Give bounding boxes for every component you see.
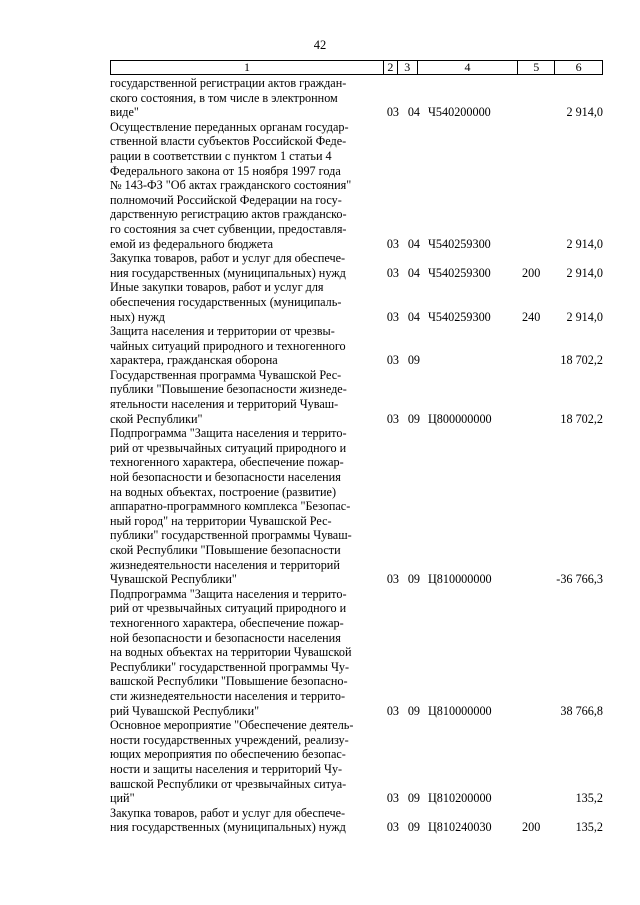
- table-row: [110, 368, 603, 426]
- row-amount: -36 766,3: [556, 572, 603, 587]
- row-target-article: Ц810200000: [428, 791, 492, 806]
- row-subsection: 04: [407, 309, 420, 324]
- header-col-6: 6: [554, 61, 602, 74]
- row-description: государственной регистрации актов граждан- ского состояния, в том числе в электронном виде": [110, 76, 347, 120]
- table-row: [110, 251, 603, 280]
- row-description: Иные закупки товаров, работ и услуг для обеспечения государственных (муниципаль- ных) нужд: [110, 280, 342, 324]
- page-number: 42: [313, 38, 327, 52]
- row-target-article: Ч540259300: [428, 309, 491, 324]
- row-description: Закупка товаров, работ и услуг для обеспече- ния государственных (муниципальных) нужд: [110, 251, 346, 280]
- table-row: [110, 426, 603, 587]
- row-amount: 18 702,2: [560, 411, 603, 426]
- row-section: 03: [386, 236, 399, 251]
- table-row: [110, 806, 603, 835]
- row-description: Государственная программа Чувашской Рес- публики "Повышение безопасности жизнеде- ятельности населения и территорий Чуваш- ской Республики": [110, 367, 347, 426]
- row-section: 03: [386, 703, 399, 718]
- table-row: [110, 587, 603, 718]
- budget-table-body: [110, 76, 603, 835]
- row-amount: 38 766,8: [560, 703, 603, 718]
- row-description: Подпрограмма "Защита населения и террито- рий от чрезвычайных ситуаций природного и техногенного характера, обеспечение пожар- ной безопасности и безопасности населения на водных объектах на территории Чувашской Республики" государственной программы Чу- вашской Республики "Повышение безопасно- сти жизнедеятельности населения и террито- рий Чувашской Республики": [110, 586, 352, 718]
- row-subsection: 09: [407, 572, 420, 587]
- row-target-article: Ч540259300: [428, 236, 491, 251]
- row-expense-type: 200: [522, 265, 541, 280]
- row-target-article: Ч540200000: [428, 105, 491, 120]
- row-amount: 2 914,0: [566, 105, 603, 120]
- row-amount: 135,2: [575, 791, 603, 806]
- row-section: 03: [386, 791, 399, 806]
- row-section: 03: [386, 309, 399, 324]
- row-amount: 18 702,2: [560, 353, 603, 368]
- row-subsection: 09: [407, 791, 420, 806]
- table-header: [110, 60, 603, 75]
- row-description: Подпрограмма "Защита населения и террито- рий от чрезвычайных ситуаций природного и техногенного характера, обеспечение пожар- ной безопасности и безопасности населения на водных объектах, построение (развитие) аппаратно-программного комплекса "Безопас- ный город" на территории Чувашской Рес- публики" государственной программы Чуваш- ской Республики "Повышение безопасности жизнедеятельности населения и территорий Чувашской Республики": [110, 426, 352, 587]
- row-amount: 2 914,0: [566, 265, 603, 280]
- row-subsection: 09: [407, 411, 420, 426]
- header-col-2: 2: [383, 61, 397, 74]
- row-section: 03: [386, 353, 399, 368]
- row-section: 03: [386, 105, 399, 120]
- row-expense-type: 240: [522, 309, 541, 324]
- row-subsection: 04: [407, 105, 420, 120]
- row-target-article: Ц810000000: [428, 703, 492, 718]
- row-description: Закупка товаров, работ и услуг для обеспече- ния государственных (муниципальных) нужд: [110, 805, 346, 835]
- header-col-3: 3: [397, 61, 417, 74]
- table-row: [110, 120, 603, 251]
- row-amount: 2 914,0: [566, 236, 603, 251]
- row-section: 03: [386, 411, 399, 426]
- row-subsection: 09: [407, 820, 420, 835]
- row-amount: 135,2: [575, 820, 603, 835]
- row-subsection: 04: [407, 265, 420, 280]
- row-section: 03: [386, 820, 399, 835]
- row-expense-type: 200: [522, 820, 541, 835]
- header-col-1: 1: [243, 60, 250, 74]
- row-target-article: Ц810240030: [428, 820, 492, 835]
- row-amount: 2 914,0: [566, 309, 603, 324]
- row-section: 03: [386, 572, 399, 587]
- row-target-article: Ц800000000: [428, 411, 492, 426]
- header-col-5: 5: [517, 61, 554, 74]
- row-subsection: 04: [407, 236, 420, 251]
- table-row: [110, 718, 603, 806]
- row-section: 03: [386, 265, 399, 280]
- table-row: [110, 76, 603, 120]
- row-target-article: Ц810000000: [428, 572, 492, 587]
- row-subsection: 09: [407, 703, 420, 718]
- table-row: [110, 280, 603, 324]
- row-target-article: Ч540259300: [428, 265, 491, 280]
- row-description: Основное мероприятие "Обеспечение деятель- ности государственных учреждений, реализу- ющих мероприятия по обеспечению безопас- ности и защиты населения и территорий Чу- вашской Республики от чрезвычайных ситуа- ций": [110, 718, 354, 806]
- header-col-4: 4: [417, 61, 518, 74]
- table-row: [110, 324, 603, 368]
- row-description: Осуществление переданных органам государ- ственной власти субъектов Российской Феде- рации в соответствии с пунктом 1 статьи 4 Федерального закона от 15 ноября 1997 года № 143-ФЗ "Об актах гражданского состояния" полномочий Российской Федерации на госу- дарственную регистрацию актов гражданско- го состояния за счет субвенции, предоставля- емой из федерального бюджета: [110, 119, 352, 251]
- row-description: Защита населения и территории от чрезвы- чайных ситуаций природного и техногенного характера, гражданская оборона: [110, 324, 346, 368]
- row-subsection: 09: [407, 353, 420, 368]
